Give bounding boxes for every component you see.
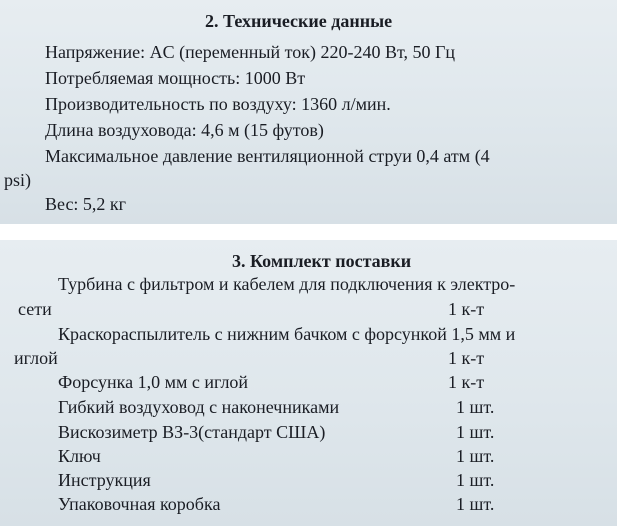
- section-title-delivery-kit: 3. Комплект поставки: [232, 251, 412, 271]
- item-turbine-qty: 1 к-т: [448, 299, 485, 319]
- spec-max-pressure-cont: psi): [4, 170, 31, 190]
- item-spray-gun-qty: 1 к-т: [448, 348, 485, 368]
- item-box-text: Упаковочная коробка: [58, 494, 221, 514]
- technical-data-section: [0, 0, 617, 224]
- item-turbine-text-cont: сети: [18, 299, 52, 319]
- item-viscometer-qty: 1 шт.: [456, 422, 495, 442]
- spec-weight: Вес: 5,2 кг: [45, 194, 127, 214]
- item-nozzle-qty: 1 к-т: [448, 372, 485, 392]
- item-spray-gun-text: Краскораспылитель с нижним бачком с форсункой 1,5 мм и: [58, 324, 516, 344]
- item-viscometer-text: Вискозиметр ВЗ-3(стандарт США): [58, 422, 326, 442]
- item-wrench-text: Ключ: [58, 446, 101, 466]
- spec-power: Потребляемая мощность: 1000 Вт: [45, 68, 306, 88]
- delivery-kit-section: [0, 240, 617, 526]
- item-manual-text: Инструкция: [58, 470, 151, 490]
- item-spray-gun-text-cont: иглой: [14, 348, 58, 368]
- item-manual-qty: 1 шт.: [456, 470, 495, 490]
- spec-hose-length: Длина воздуховода: 4,6 м (15 футов): [45, 120, 324, 140]
- spec-voltage: Напряжение: AC (переменный ток) 220-240 Вт, 50 Гц: [45, 42, 456, 62]
- spec-max-pressure: Максимальное давление вентиляционной струи 0,4 атм (4: [45, 146, 490, 166]
- item-wrench-qty: 1 шт.: [456, 446, 495, 466]
- item-hose-text: Гибкий воздуховод с наконечниками: [58, 397, 340, 417]
- item-nozzle-text: Форсунка 1,0 мм с иглой: [58, 372, 249, 392]
- item-hose-qty: 1 шт.: [456, 397, 495, 417]
- item-turbine-text: Турбина с фильтром и кабелем для подключения к электро-: [58, 274, 516, 294]
- spec-airflow: Производительность по воздуху: 1360 л/мин.: [45, 94, 391, 114]
- item-box-qty: 1 шт.: [456, 494, 495, 514]
- section-title-technical-data: 2. Технические данные: [205, 11, 393, 31]
